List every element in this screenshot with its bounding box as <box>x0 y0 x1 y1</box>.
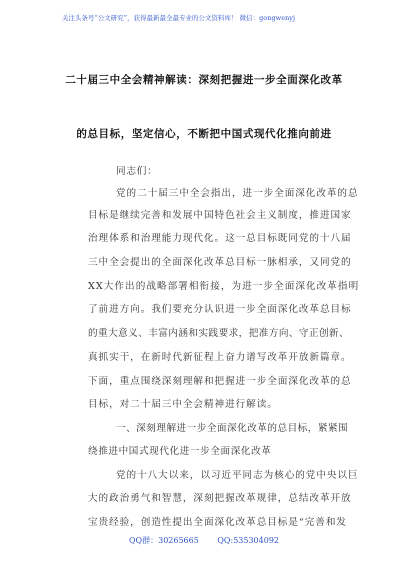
body-line: 一、深刻理解进一步全面深化改革的总目标，紧紧围 <box>116 423 349 434</box>
header-promo-note: 关注头条号“公文研究”，获得最新最全最专业的公文资料库！ 微信：gongwenyj <box>62 14 296 22</box>
footer-qq-group: QQ群：30265665 <box>128 536 199 545</box>
body-line: 下面，重点围绕深刻理解和把握进一步全面深化改革的总 <box>88 376 352 387</box>
body-line: 目标是继续完善和发展中国特色社会主义制度，推进国家 <box>88 210 352 221</box>
body-line: 治理体系和治理能力现代化。这一总目标既同党的十八届 <box>88 233 352 244</box>
footer-qq-number: QQ:535304092 <box>217 536 279 545</box>
body-line: 了前进方向。我们要充分认识进一步全面深化改革总目标 <box>88 304 352 315</box>
document-title-line-1: 二十届三中全会精神解读：深刻把握进一步全面深化改革 <box>65 74 343 86</box>
body-line: 真抓实干，在新时代新征程上奋力谱写改革开放新篇章。 <box>88 352 352 363</box>
body-line: XX大作出的战略部署相衔接，为进一步全面深化改革指明 <box>88 281 360 292</box>
salutation: 同志们： <box>116 166 158 177</box>
body-line: 大的政治勇气和智慧，深刻把握改革规律，总结改革开放 <box>88 493 352 504</box>
body-line: 三中全会提出的全面深化改革总目标一脉相承，又同党的 <box>88 257 352 268</box>
body-line: 目标，对二十届三中全会精神进行解读。 <box>88 399 278 410</box>
body-line: 宝贵经验，创造性提出全面深化改革总目标是“完善和发 <box>88 517 347 528</box>
document-title-line-2: 的总目标，坚定信心，不断把中国式现代化推向前进 <box>76 128 332 140</box>
body-line: 绕推进中国式现代化进一步全面深化改革 <box>88 446 272 457</box>
footer-contact <box>0 535 408 546</box>
body-line: 党的二十届三中全会指出，进一步全面深化改革的总 <box>116 188 359 199</box>
body-line: 党的十八大以来，以习近平同志为核心的党中央以巨 <box>116 470 359 481</box>
body-line: 的重大意义、丰富内涵和实践要求，把准方向、守正创新、 <box>88 328 350 339</box>
